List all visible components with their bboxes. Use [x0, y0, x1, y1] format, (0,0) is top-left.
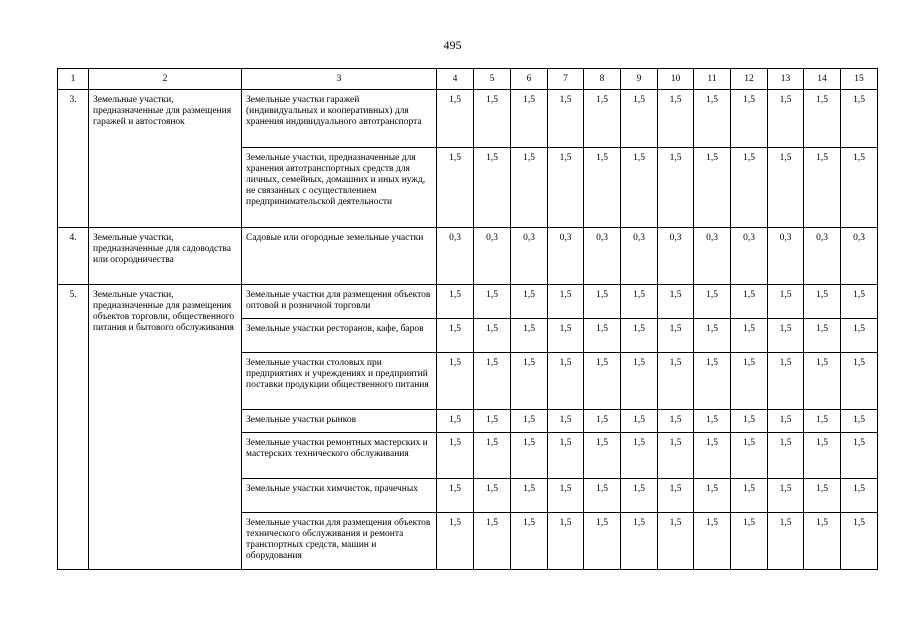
rate-value: 1,5 [511, 479, 548, 513]
category-name: Земельные участки, предназначенные для размещения объектов торговли, общественного питания и бытового обслуживания [89, 285, 242, 570]
rate-value: 1,5 [511, 285, 548, 319]
header-cell: 13 [768, 69, 804, 90]
rates-table [57, 68, 878, 570]
rate-value: 1,5 [841, 148, 878, 228]
rate-value: 1,5 [731, 433, 768, 479]
rate-value: 0,3 [437, 228, 474, 285]
rate-value: 1,5 [694, 353, 731, 410]
rate-value: 1,5 [437, 148, 474, 228]
table-row [58, 285, 878, 319]
rate-value: 1,5 [731, 513, 768, 570]
rate-value: 1,5 [548, 353, 584, 410]
rate-value: 1,5 [804, 513, 841, 570]
rate-value: 1,5 [584, 479, 621, 513]
rate-value: 1,5 [768, 148, 804, 228]
header-row [58, 69, 878, 90]
land-use-description: Земельные участки для размещения объектов оптовой и розничной торговли [242, 285, 437, 319]
header-cell: 10 [658, 69, 694, 90]
rate-value: 1,5 [548, 148, 584, 228]
rate-value: 1,5 [658, 433, 694, 479]
rate-value: 1,5 [511, 353, 548, 410]
rate-value: 1,5 [694, 319, 731, 353]
row-number: 4. [58, 228, 89, 285]
rate-value: 0,3 [584, 228, 621, 285]
land-use-description: Земельные участки для размещения объектов технического обслуживания и ремонта транспортных средств, машин и оборудования [242, 513, 437, 570]
header-cell: 9 [621, 69, 658, 90]
header-cell: 2 [89, 69, 242, 90]
rate-value: 1,5 [584, 319, 621, 353]
rate-value: 1,5 [437, 433, 474, 479]
rate-value: 0,3 [658, 228, 694, 285]
rate-value: 1,5 [437, 479, 474, 513]
rate-value: 1,5 [658, 410, 694, 433]
land-use-description: Земельные участки химчисток, прачечных [242, 479, 437, 513]
rate-value: 1,5 [621, 319, 658, 353]
rate-value: 1,5 [621, 148, 658, 228]
land-use-description: Земельные участки ресторанов, кафе, баров [242, 319, 437, 353]
table-row [58, 90, 878, 148]
rate-value: 1,5 [768, 479, 804, 513]
rate-value: 1,5 [437, 353, 474, 410]
rate-value: 1,5 [804, 479, 841, 513]
rate-value: 1,5 [658, 90, 694, 148]
rate-value: 1,5 [511, 513, 548, 570]
rate-value: 1,5 [584, 90, 621, 148]
land-use-description: Садовые или огородные земельные участки [242, 228, 437, 285]
table-row [58, 228, 878, 285]
rate-value: 1,5 [474, 319, 511, 353]
category-name: Земельные участки, предназначенные для размещения гаражей и автостоянок [89, 90, 242, 228]
rate-value: 1,5 [804, 433, 841, 479]
rate-value: 1,5 [474, 479, 511, 513]
rate-value: 1,5 [841, 513, 878, 570]
rate-value: 1,5 [768, 433, 804, 479]
header-cell: 5 [474, 69, 511, 90]
rate-value: 1,5 [731, 353, 768, 410]
header-cell: 14 [804, 69, 841, 90]
rate-value: 1,5 [731, 410, 768, 433]
rate-value: 1,5 [584, 433, 621, 479]
rate-value: 1,5 [437, 285, 474, 319]
rate-value: 1,5 [804, 148, 841, 228]
rate-value: 1,5 [768, 90, 804, 148]
rate-value: 1,5 [548, 513, 584, 570]
rate-value: 1,5 [658, 513, 694, 570]
rate-value: 1,5 [694, 410, 731, 433]
rate-value: 1,5 [474, 148, 511, 228]
rate-value: 1,5 [548, 410, 584, 433]
land-use-description: Земельные участки ремонтных мастерских и мастерских технического обслуживания [242, 433, 437, 479]
rate-value: 1,5 [621, 285, 658, 319]
rate-value: 1,5 [694, 148, 731, 228]
header-cell: 15 [841, 69, 878, 90]
rate-value: 1,5 [584, 410, 621, 433]
row-number: 3. [58, 90, 89, 228]
rate-value: 0,3 [804, 228, 841, 285]
header-cell: 4 [437, 69, 474, 90]
rate-value: 1,5 [694, 433, 731, 479]
rate-value: 1,5 [768, 319, 804, 353]
rate-value: 1,5 [621, 410, 658, 433]
rate-value: 0,3 [768, 228, 804, 285]
rate-value: 1,5 [841, 433, 878, 479]
rate-value: 1,5 [841, 410, 878, 433]
rate-value: 1,5 [841, 319, 878, 353]
rate-value: 1,5 [731, 90, 768, 148]
rate-value: 1,5 [768, 353, 804, 410]
rate-value: 1,5 [437, 319, 474, 353]
rate-value: 0,3 [474, 228, 511, 285]
land-use-description: Земельные участки гаражей (индивидуальных и кооперативных) для хранения индивидуального автотранспорта [242, 90, 437, 148]
rate-value: 1,5 [584, 353, 621, 410]
rate-value: 1,5 [841, 479, 878, 513]
rate-value: 1,5 [584, 513, 621, 570]
rate-value: 1,5 [621, 433, 658, 479]
rate-value: 1,5 [621, 513, 658, 570]
rate-value: 1,5 [584, 285, 621, 319]
rate-value: 1,5 [841, 285, 878, 319]
rate-value: 0,3 [731, 228, 768, 285]
rate-value: 1,5 [584, 148, 621, 228]
rate-value: 1,5 [658, 319, 694, 353]
rate-value: 1,5 [511, 433, 548, 479]
land-use-description: Земельные участки рынков [242, 410, 437, 433]
header-cell: 7 [548, 69, 584, 90]
rate-value: 1,5 [474, 353, 511, 410]
rate-value: 1,5 [511, 410, 548, 433]
rate-value: 1,5 [804, 410, 841, 433]
rate-value: 1,5 [694, 285, 731, 319]
land-use-description: Земельные участки столовых при предприятиях и учреждениях и предприятий поставки продукции общественного питания [242, 353, 437, 410]
rate-value: 0,3 [548, 228, 584, 285]
rate-value: 1,5 [731, 479, 768, 513]
header-cell: 3 [242, 69, 437, 90]
row-number: 5. [58, 285, 89, 570]
rate-value: 1,5 [548, 90, 584, 148]
rate-value: 1,5 [548, 479, 584, 513]
page-number: 495 [443, 38, 462, 52]
header-cell: 6 [511, 69, 548, 90]
rate-value: 1,5 [694, 90, 731, 148]
rate-value: 1,5 [658, 353, 694, 410]
rate-value: 1,5 [841, 353, 878, 410]
rate-value: 1,5 [731, 285, 768, 319]
rate-value: 1,5 [474, 90, 511, 148]
rate-value: 1,5 [511, 90, 548, 148]
rate-value: 1,5 [548, 433, 584, 479]
rate-value: 1,5 [694, 479, 731, 513]
rate-value: 1,5 [548, 319, 584, 353]
rate-value: 1,5 [621, 479, 658, 513]
rate-value: 0,3 [621, 228, 658, 285]
category-name: Земельные участки, предназначенные для садоводства или огородничества [89, 228, 242, 285]
rate-value: 1,5 [658, 148, 694, 228]
rate-value: 1,5 [474, 513, 511, 570]
rate-value: 1,5 [768, 513, 804, 570]
rate-value: 1,5 [768, 285, 804, 319]
rate-value: 1,5 [437, 410, 474, 433]
header-cell: 8 [584, 69, 621, 90]
header-cell: 1 [58, 69, 89, 90]
rate-value: 1,5 [694, 513, 731, 570]
rate-value: 1,5 [804, 319, 841, 353]
rate-value: 1,5 [731, 319, 768, 353]
rate-value: 1,5 [804, 285, 841, 319]
rate-value: 1,5 [437, 90, 474, 148]
rate-value: 1,5 [658, 285, 694, 319]
rate-value: 1,5 [621, 90, 658, 148]
land-use-description: Земельные участки, предназначенные для хранения автотранспортных средств для личных, семейных, домашних и иных нужд, не связанных с осуществлением предпринимательской деятельности [242, 148, 437, 228]
rate-value: 1,5 [474, 285, 511, 319]
rate-value: 0,3 [511, 228, 548, 285]
rate-value: 1,5 [511, 319, 548, 353]
rate-value: 0,3 [841, 228, 878, 285]
rate-value: 1,5 [841, 90, 878, 148]
rate-value: 1,5 [804, 353, 841, 410]
rate-value: 1,5 [804, 90, 841, 148]
rate-value: 0,3 [694, 228, 731, 285]
rate-value: 1,5 [474, 433, 511, 479]
rate-value: 1,5 [548, 285, 584, 319]
rate-value: 1,5 [511, 148, 548, 228]
rate-value: 1,5 [731, 148, 768, 228]
rate-value: 1,5 [658, 479, 694, 513]
rate-value: 1,5 [437, 513, 474, 570]
rate-value: 1,5 [621, 353, 658, 410]
header-cell: 12 [731, 69, 768, 90]
header-cell: 11 [694, 69, 731, 90]
rate-value: 1,5 [474, 410, 511, 433]
rate-value: 1,5 [768, 410, 804, 433]
